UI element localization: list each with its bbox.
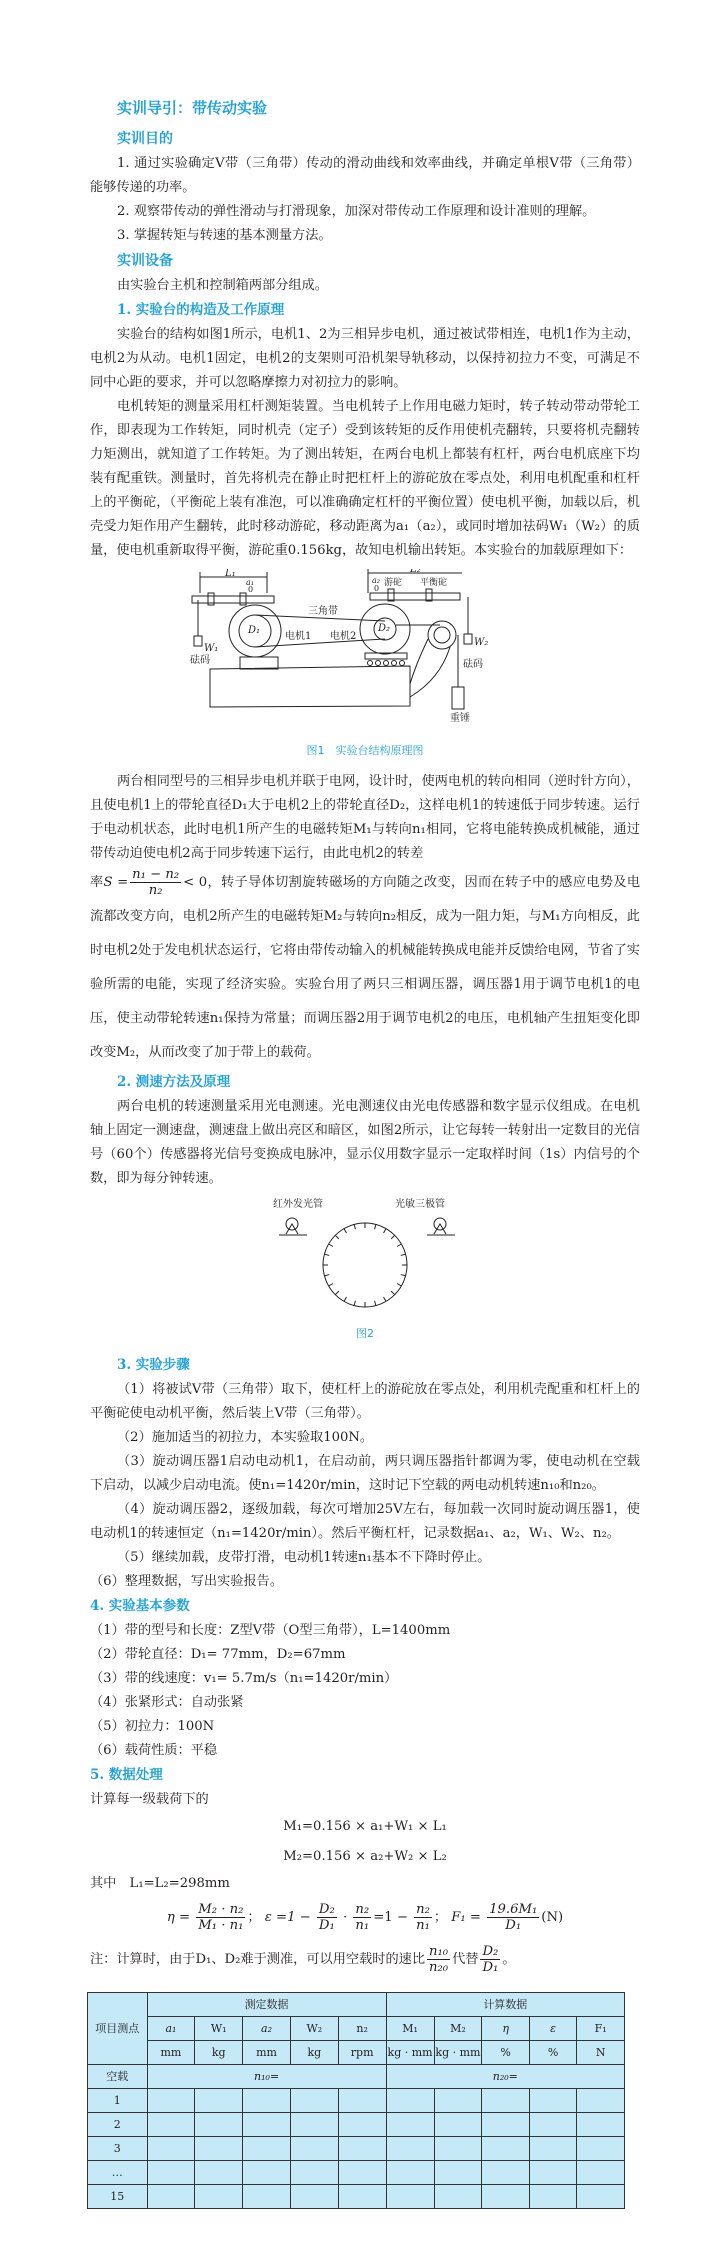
step: （4）旋动调压器2，逐级加载，每次可增加25V左右，每加载一次同时旋动调压器1，使电动机1的转速恒定（n₁=1420r/min）。然后平衡杠杆，记录数据a₁、a₂，W₁、W₂、n₂。 — [90, 1502, 640, 1541]
label-W1: W₁ — [204, 643, 219, 654]
note-text: 注：计算时，由于D₁、D₂难于测准，可以用空载时的速比 — [90, 1952, 426, 1967]
label-D2: D₂ — [378, 623, 391, 634]
data-cell[interactable] — [195, 2161, 243, 2185]
purpose-item: 2. 观察带传动的弹性滑动与打滑现象，加深对带传动工作原理和设计准则的理解。 — [117, 204, 596, 219]
symbol-cell: η — [482, 2017, 529, 2041]
symbol-row — [88, 2017, 625, 2041]
data-cell[interactable] — [338, 2161, 386, 2185]
data-table — [87, 1992, 625, 2209]
purpose-item: 1. 通过实验确定V带（三角带）传动的滑动曲线和效率曲线，并确定单根V带（三角带）能够传递的功率。 — [90, 156, 640, 195]
data-cell[interactable] — [434, 2089, 482, 2113]
data-cell[interactable] — [529, 2161, 576, 2185]
disk-tick — [324, 1275, 329, 1276]
data-cell[interactable] — [529, 2185, 576, 2209]
label-phototransistor: 光敏三极管 — [395, 1199, 445, 1210]
section3-heading: 3. 实验步骤 — [117, 1357, 190, 1373]
data-cell[interactable] — [147, 2137, 195, 2161]
section2-heading: 2. 测速方法及原理 — [117, 1074, 231, 1090]
disk-tick — [397, 1284, 401, 1287]
row-label: 1 — [88, 2089, 148, 2113]
data-cell[interactable] — [338, 2185, 386, 2209]
disk-tick — [335, 1291, 339, 1295]
data-cell[interactable] — [529, 2089, 576, 2113]
step: （1）将被试V带（三角带）取下，使杠杆上的游砣放在零点处，利用机壳配重和杠杆上的平衡砣使电动机平衡，然后装上V带（三角带）。 — [90, 1382, 640, 1421]
slip-rate-line — [90, 866, 640, 1070]
data-cell[interactable] — [529, 2113, 576, 2137]
unit: (N) — [541, 1910, 564, 1925]
equation-M1: M₁=0.156 × a₁+W₁ × L₁ — [283, 1819, 447, 1834]
unit-cell: mm — [243, 2041, 291, 2065]
data-cell[interactable] — [338, 2089, 386, 2113]
numerator: n₁₀ — [429, 1944, 449, 1959]
step: （5）继续加载，皮带打滑，电动机1转速n₁基本不下降时停止。 — [117, 1550, 491, 1565]
data-cell[interactable] — [290, 2113, 338, 2137]
numerator: M₂ · n₂ — [198, 1902, 244, 1917]
step: （6）整理数据，写出实验报告。 — [90, 1574, 284, 1589]
disk-tick — [335, 1235, 339, 1239]
unit-cell: % — [529, 2041, 576, 2065]
figure-2 — [90, 1197, 640, 1321]
label-motor2: 电机2 — [330, 631, 357, 642]
disk-tick — [384, 1229, 387, 1233]
disk-tick — [375, 1224, 376, 1229]
purpose-item: 3. 掌握转矩与转速的基本测量方法。 — [117, 228, 332, 243]
label-motor1: 电机1 — [285, 631, 312, 642]
data-cell[interactable] — [386, 2089, 434, 2113]
param: （2）带轮直径：D₁= 77mm，D₂=67mm — [90, 1647, 346, 1662]
disk-tick — [397, 1244, 401, 1247]
data-cell[interactable] — [195, 2185, 243, 2209]
data-cell[interactable] — [434, 2185, 482, 2209]
step: （2）施加适当的初拉力，本实验取100N。 — [117, 1430, 374, 1445]
param: （6）载荷性质：平稳 — [90, 1743, 218, 1758]
speed-disk-diagram — [265, 1197, 465, 1312]
disk-tick — [354, 1301, 355, 1306]
eps-fraction-3 — [414, 1902, 432, 1933]
unit-cell: rpm — [338, 2041, 386, 2065]
dot: · — [343, 1910, 348, 1925]
label-a2: a₂ — [372, 576, 380, 585]
figure-1 — [90, 569, 640, 738]
text: 率 — [90, 875, 104, 890]
param: （1）带的型号和长度：Z型V带（O型三角带），L=1400mm — [90, 1623, 451, 1638]
data-cell[interactable] — [147, 2185, 195, 2209]
denominator: n₂ — [148, 883, 163, 898]
data-cell[interactable] — [243, 2113, 291, 2137]
data-cell[interactable] — [338, 2137, 386, 2161]
numerator: n₂ — [355, 1902, 370, 1917]
disk-tick — [391, 1235, 395, 1239]
F-fraction — [487, 1902, 539, 1933]
row-label: … — [88, 2161, 148, 2185]
where-clause: 其中 L₁=L₂=298mm — [90, 1876, 230, 1891]
note-fraction-2 — [480, 1944, 500, 1975]
data-cell[interactable] — [195, 2113, 243, 2137]
data-cell[interactable] — [338, 2113, 386, 2137]
row-label: 3 — [88, 2137, 148, 2161]
F-lhs: F₁ = — [451, 1910, 481, 1925]
data-cell[interactable] — [147, 2161, 195, 2185]
group-calculated: 计算数据 — [386, 1993, 624, 2017]
param: （5）初拉力：100N — [90, 1719, 215, 1734]
denominator: n₁ — [416, 1918, 430, 1933]
disk-tick — [329, 1284, 333, 1287]
disk-tick — [344, 1297, 347, 1301]
note-text: 。 — [502, 1952, 516, 1967]
label-balance-weight: 平衡砣 — [420, 578, 448, 588]
unit-cell: mm — [147, 2041, 195, 2065]
equation-eta-eps-F — [90, 1896, 640, 1940]
data-cell[interactable] — [147, 2089, 195, 2113]
eps-lhs: ε =1 − — [264, 1910, 311, 1925]
figure-1-caption: 图1 实验台结构原理图 — [306, 744, 424, 757]
unit-cell: kg — [290, 2041, 338, 2065]
data-cell[interactable] — [195, 2089, 243, 2113]
data-cell[interactable] — [482, 2161, 529, 2185]
eta-lhs: η = — [166, 1910, 191, 1925]
symbol-cell: ε — [529, 2017, 576, 2041]
n20-cell[interactable] — [386, 2065, 624, 2089]
data-cell[interactable] — [243, 2161, 291, 2185]
disk-tick — [391, 1291, 395, 1295]
label-L1: L₁ — [225, 569, 236, 579]
disk-tick — [354, 1224, 355, 1229]
symbol-cell: n₂ — [338, 2017, 386, 2041]
unit-cell: kg — [195, 2041, 243, 2065]
denominator: n₁ — [355, 1918, 370, 1933]
numerator: D₂ — [482, 1944, 499, 1959]
unit-cell: N — [577, 2041, 625, 2065]
label-W2: W₂ — [474, 637, 489, 648]
label-weight-2: 砝码 — [463, 659, 483, 670]
data-cell[interactable] — [386, 2185, 434, 2209]
label-L2: L₂ — [410, 569, 421, 575]
param: （3）带的线速度：v₁= 5.7m/s（n₁=1420r/min） — [90, 1671, 398, 1686]
numerator: D₂ — [318, 1902, 335, 1917]
data-cell[interactable] — [482, 2185, 529, 2209]
paragraph: 计算每一级载荷下的 — [90, 1792, 209, 1807]
param: （4）张紧形式：自动张紧 — [90, 1695, 244, 1710]
data-cell[interactable] — [482, 2137, 529, 2161]
disk-tick — [329, 1244, 333, 1247]
page-title: 实训导引：带传动实验 — [117, 99, 268, 117]
label-belt: 三角带 — [308, 606, 338, 617]
n10-cell[interactable] — [147, 2065, 386, 2089]
paragraph: 两台相同型号的三相异步电机并联于电网，设计时，使两电机的转向相同（逆时针方向），且使电机1上的带轮直径D₁大于电机2上的带轮直径D₂，这样电机1的转速低于同步转速。运行于电动机状态，此时电机1所产生的电磁转矩M₁与转向n₁相同，它将电能转换成机械能，通过带传动迫使电机2高于同步转速下运行，由此电机2的转差 — [90, 774, 640, 861]
denominator: n₂₀ — [429, 1960, 449, 1975]
disk-tick — [401, 1275, 406, 1276]
disk-tick — [384, 1297, 387, 1301]
purpose-heading: 实训目的 — [117, 131, 173, 147]
unit-cell: kg · mm — [386, 2041, 434, 2065]
table-row — [88, 2089, 625, 2113]
paragraph: 实验台的结构如图1所示，电机1、2为三相异步电机，通过被试带相连，电机1作为主动，电机2为从动。电机1固定，电机2的支架则可沿机架导轨移动，以保持初拉力不变，可满足不同中心距的要求，并可以忽略摩擦力对初拉力的影响。 — [90, 327, 640, 390]
data-cell[interactable] — [290, 2161, 338, 2185]
table-row — [88, 2137, 625, 2161]
data-cell[interactable] — [577, 2185, 625, 2209]
row-label: 2 — [88, 2113, 148, 2137]
table-row — [88, 2161, 625, 2185]
data-cell[interactable] — [243, 2137, 291, 2161]
note-text: 代替 — [452, 1952, 479, 1967]
data-cell[interactable] — [577, 2161, 625, 2185]
step: （3）旋动调压器1启动电动机1，在启动前，两只调压器指针都调为零，使电动机在空载下启动，以减少启动电流。使n₁=1420r/min，这时记下空载的两电动机转速n₁₀和n₂₀。 — [90, 1454, 640, 1493]
slip-symbol: S = — [103, 875, 129, 890]
data-cell[interactable] — [434, 2137, 482, 2161]
label-sliding-weight: 游砣 — [384, 578, 403, 588]
table-row — [88, 2113, 625, 2137]
denominator: D₁ — [318, 1918, 335, 1933]
test-bench-diagram — [170, 569, 560, 729]
n10-label: n₁₀= — [254, 2070, 280, 2083]
numerator: n₂ — [416, 1902, 430, 1917]
inequality: < 0 — [183, 875, 208, 890]
equipment-intro: 由实验台主机和控制箱两部分组成。 — [117, 278, 328, 293]
label-weight-1: 砝码 — [190, 655, 210, 666]
row-label: 15 — [88, 2185, 148, 2209]
paragraph: 电机转矩的测量采用杠杆测矩装置。当电机转子上作用电磁力矩时，转子转动带动带轮工作，即表现为工作转矩，同时机壳（定子）受到该转矩的反作用使机壳翻转，只要将机壳翻转力矩测出，就知道了工作转矩。为了测出转矩，在两台电机上都装有杠杆，两台电机底座下均装有配重铁。测量时，首先将机壳在静止时把杠杆上的游砣放在零点处，利用电机配重和杠杆上的平衡砣，（平衡砣上装有准泡，可以准确确定杠杆的平衡位置）使电机平衡，加载以后，机壳受力矩作用产生翻转，此时移动游砣，移动距离为a₁（a₂），或同时增加祛码W₁（W₂）的质量，使电机重新取得平衡，游砣重0.156kg，故知电机输出转矩。本实验台的加载原理如下： — [90, 399, 640, 558]
symbol-cell: W₁ — [195, 2017, 243, 2041]
data-cell[interactable] — [243, 2089, 291, 2113]
group-measured: 测定数据 — [147, 1993, 386, 2017]
figure-2-caption: 图2 — [356, 1327, 374, 1340]
symbol-cell: M₁ — [386, 2017, 434, 2041]
label-ir-emitter: 红外发光管 — [273, 1199, 323, 1210]
data-cell[interactable] — [577, 2089, 625, 2113]
disk-tick — [401, 1254, 406, 1255]
data-cell[interactable] — [577, 2113, 625, 2137]
paragraph: 两台电机的转速测量采用光电测速。光电测速仪由光电传感器和数字显示仪组成。在电机轴上固定一测速盘，测速盘上做出亮区和暗区，如图2所示，让它每转一转射出一定数目的光信号（60个）传感器将光信号变换成电脉冲，显示仪用数字显示一定取样时间（1s）内信号的个数，即为每分钟转速。 — [90, 1099, 640, 1186]
data-cell[interactable] — [434, 2113, 482, 2137]
unit-cell: kg · mm — [434, 2041, 482, 2065]
section5-heading: 5. 数据处理 — [90, 1767, 163, 1783]
equation-M2: M₂=0.156 × a₂+W₂ × L₂ — [283, 1849, 447, 1864]
eps-fraction-1 — [317, 1902, 337, 1933]
numerator: 19.6M₁ — [489, 1902, 538, 1917]
data-cell[interactable] — [529, 2137, 576, 2161]
data-cell[interactable] — [243, 2185, 291, 2209]
noload-label: 空载 — [88, 2065, 148, 2089]
note-fraction-1 — [427, 1944, 450, 1975]
eps-fraction-2 — [353, 1902, 371, 1933]
data-cell[interactable] — [386, 2161, 434, 2185]
data-cell[interactable] — [147, 2113, 195, 2137]
table-row — [88, 2185, 625, 2209]
symbol-cell: F₁ — [577, 2017, 625, 2041]
paragraph-continuation: ，转子导体切割旋转磁场的方向随之改变，因而在转子中的感应电势及电流都改变方向，电机2所产生的电磁转矩M₂与转向n₂相反，成为一阻力矩，与M₁方向相反，此时电机2处于发电机状态运行，它将由带传动输入的机械能转换成电能并反馈给电网，节省了实验所需的电能，实现了经济实验。实验台用了两只三相调压器，调压器1用于调节电机1的电压，使主动带轮转速n₁保持为常量；而调压器2用于调节电机2的电压，电机轴产生扭矩变化即改变M₂，从而改变了加于带上的载荷。 — [90, 875, 641, 1060]
slip-fraction — [130, 867, 181, 898]
data-cell[interactable] — [386, 2137, 434, 2161]
n20-label: n₂₀= — [492, 2070, 518, 2083]
separator: ； — [433, 1910, 448, 1925]
denominator: M₁ · n₁ — [198, 1918, 244, 1933]
row-header-cell: 项目测点 — [88, 1993, 148, 2065]
data-cell[interactable] — [577, 2137, 625, 2161]
disk-tick — [324, 1254, 329, 1255]
data-cell[interactable] — [386, 2113, 434, 2137]
data-cell[interactable] — [290, 2089, 338, 2113]
label-hammer: 重锤 — [450, 713, 470, 724]
data-cell[interactable] — [290, 2137, 338, 2161]
denominator: D₁ — [482, 1960, 499, 1975]
note — [90, 1940, 640, 1980]
unit-cell: % — [482, 2041, 529, 2065]
data-cell[interactable] — [482, 2089, 529, 2113]
symbol-cell: a₁ — [147, 2017, 195, 2041]
label-zero-2: 0 — [374, 584, 380, 593]
denominator: D₁ — [505, 1918, 522, 1933]
label-a1: a₁ — [246, 578, 254, 587]
eta-fraction — [196, 1902, 245, 1933]
separator: ； — [247, 1910, 261, 1925]
symbol-cell: W₂ — [290, 2017, 338, 2041]
eps-mid: =1 − — [373, 1910, 408, 1925]
data-cell[interactable] — [434, 2161, 482, 2185]
unit-row — [88, 2041, 625, 2065]
equipment-heading: 实训设备 — [117, 253, 173, 269]
disk-tick — [375, 1301, 376, 1306]
symbol-cell: a₂ — [243, 2017, 291, 2041]
label-D1: D₁ — [248, 625, 261, 636]
data-cell[interactable] — [195, 2137, 243, 2161]
label-zero-1: 0 — [248, 585, 254, 594]
disk-tick — [344, 1229, 347, 1233]
section1-heading: 1. 实验台的构造及工作原理 — [117, 302, 285, 318]
symbol-cell: M₂ — [434, 2017, 482, 2041]
data-cell[interactable] — [290, 2185, 338, 2209]
numerator: n₁ − n₂ — [132, 867, 180, 882]
section4-heading: 4. 实验基本参数 — [90, 1598, 190, 1614]
data-cell[interactable] — [482, 2113, 529, 2137]
